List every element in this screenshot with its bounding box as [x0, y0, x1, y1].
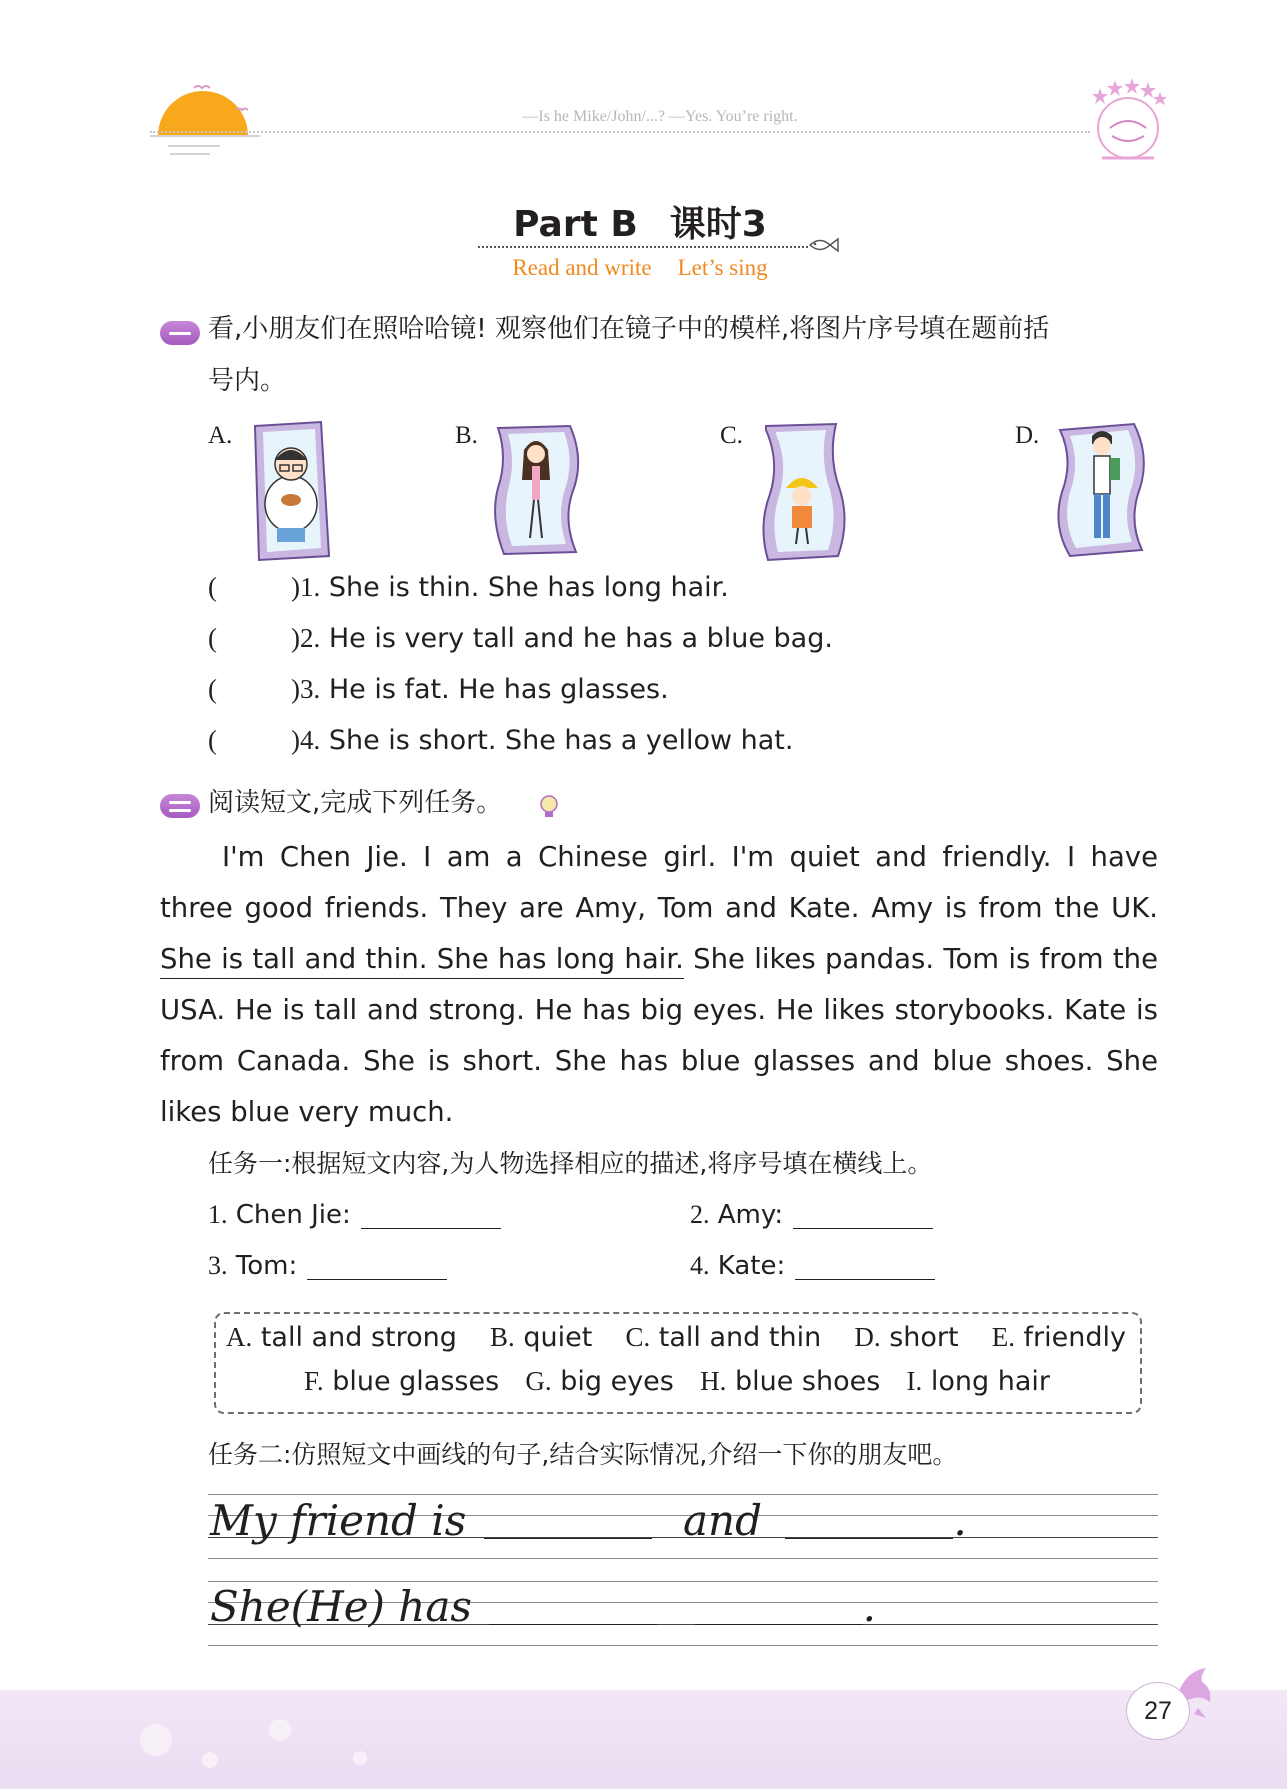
- option-c: C. tall and thin: [625, 1322, 822, 1353]
- writing-line-1: [210, 1496, 967, 1545]
- answer-paren-open: (: [208, 623, 217, 653]
- question-2: [208, 623, 833, 654]
- picture-label-b: B.: [455, 422, 478, 449]
- answer-paren-open: (: [208, 572, 217, 602]
- section-2-badge: [160, 794, 200, 818]
- fill-blank-chen-jie[interactable]: [361, 1228, 501, 1229]
- writing-line-1-start: My friend is: [210, 1496, 467, 1545]
- title-divider: [478, 246, 808, 248]
- question-text: She is short. She has a yellow hat.: [328, 725, 794, 756]
- page-number: 27: [1126, 1682, 1190, 1740]
- fill-item-number: 2.: [690, 1200, 710, 1229]
- fill-item-name: Amy:: [717, 1200, 784, 1230]
- picture-label-c: C.: [720, 422, 743, 449]
- fill-item-tom: [208, 1251, 447, 1281]
- header-divider: [150, 131, 1090, 133]
- writing-blank-1[interactable]: [484, 1538, 652, 1539]
- bulb-icon: [538, 794, 560, 820]
- header-caption: —Is he Mike/John/...? —Yes. You’re right.: [522, 108, 798, 125]
- option-f: F. blue glasses: [304, 1366, 500, 1397]
- answer-paren-open: (: [208, 674, 217, 704]
- fill-item-chen-jie: [208, 1200, 501, 1230]
- fill-item-kate: [690, 1251, 935, 1281]
- fill-item-name: Kate:: [717, 1251, 786, 1281]
- sunrise-icon: [150, 80, 260, 156]
- section-1-instruction-line1: 看,小朋友们在照哈哈镜! 观察他们在镜子中的模样,将图片序号填在题前括: [208, 314, 1050, 344]
- task-1-instruction: 任务一:根据短文内容,为人物选择相应的描述,将序号填在横线上。: [208, 1149, 933, 1178]
- option-i: I. long hair: [906, 1366, 1050, 1397]
- underlined-sentence: She is tall and thin. She has long hair.: [160, 943, 684, 979]
- writing-blank-3[interactable]: [489, 1624, 657, 1625]
- fill-item-number: 1.: [208, 1200, 228, 1229]
- answer-paren-open: (: [208, 725, 217, 755]
- section-2-instruction: 阅读短文,完成下列任务。: [208, 788, 503, 818]
- options-row-1: [226, 1322, 1126, 1353]
- fill-item-number: 3.: [208, 1251, 228, 1280]
- fill-item-number: 4.: [690, 1251, 710, 1280]
- section-1-badge: [160, 321, 200, 345]
- answer-paren-close: ): [291, 572, 300, 602]
- fish-icon: [806, 234, 842, 256]
- option-g: G. big eyes: [525, 1366, 674, 1397]
- passage-line-3-rest: She likes pandas. Tom is from the: [693, 943, 1158, 975]
- writing-line-2-start: She(He) has: [210, 1582, 472, 1631]
- option-d: D. short: [854, 1322, 959, 1353]
- fill-item-name: Tom:: [235, 1251, 298, 1281]
- writing-line-1-and: and: [682, 1496, 762, 1545]
- page-subtitle: [420, 255, 860, 281]
- subtitle-lets-sing: Let’s sing: [677, 255, 768, 280]
- fill-item-amy: [690, 1200, 933, 1230]
- question-number: 2.: [300, 623, 321, 653]
- writing-line-2: [210, 1582, 876, 1631]
- mirror-fat-boy-glasses: [247, 420, 335, 562]
- question-3: [208, 674, 669, 705]
- option-a: A. tall and strong: [226, 1322, 457, 1353]
- fill-blank-tom[interactable]: [307, 1279, 447, 1280]
- option-e: E. friendly: [991, 1322, 1126, 1353]
- options-row-2: [304, 1366, 1050, 1397]
- fill-item-name: Chen Jie:: [235, 1200, 351, 1230]
- section-1-instruction-line2: 号内。: [208, 366, 287, 396]
- mirror-thin-girl-long-hair: [492, 420, 582, 562]
- passage-line-5: from Canada. She is short. She has blue glasses and blue shoes. She: [160, 1045, 1158, 1077]
- writing-line-2-period: .: [862, 1582, 877, 1631]
- question-1: [208, 572, 729, 603]
- writing-line: [208, 1558, 1158, 1559]
- question-number: 3.: [300, 674, 321, 704]
- picture-label-d: D.: [1015, 422, 1040, 449]
- passage-line-4: USA. He is tall and strong. He has big eyes. He likes storybooks. Kate is: [160, 994, 1158, 1026]
- writing-blank-2[interactable]: [785, 1538, 953, 1539]
- writing-line: [208, 1645, 1158, 1646]
- crown-stars-logo: [1088, 76, 1168, 166]
- answer-paren-close: ): [291, 623, 300, 653]
- footer-bubble-decoration: [120, 1700, 420, 1780]
- question-number: 4.: [300, 725, 321, 755]
- title-lesson: 课时3: [669, 204, 767, 245]
- subtitle-read-write: Read and write: [512, 255, 652, 280]
- passage-line-6: likes blue very much.: [160, 1096, 454, 1128]
- mirror-short-girl-yellow-hat: [756, 420, 846, 562]
- option-b: B. quiet: [490, 1322, 593, 1353]
- passage-line-3: [160, 934, 1158, 986]
- fill-blank-kate[interactable]: [795, 1279, 935, 1280]
- answer-paren-close: ): [291, 674, 300, 704]
- fill-blank-amy[interactable]: [793, 1228, 933, 1229]
- question-number: 1.: [300, 572, 321, 602]
- task-2-instruction: 任务二:仿照短文中画线的句子,结合实际情况,介绍一下你的朋友吧。: [208, 1440, 958, 1469]
- question-text: She is thin. She has long hair.: [328, 572, 729, 603]
- passage-line-1: I'm Chen Jie. I am a Chinese girl. I'm quiet and friendly. I have: [222, 841, 1158, 873]
- page-title: [420, 196, 860, 247]
- writing-line-1-period: .: [953, 1496, 967, 1545]
- question-text: He is very tall and he has a blue bag.: [328, 623, 833, 654]
- passage-line-2: three good friends. They are Amy, Tom and Kate. Amy is from the UK.: [160, 892, 1158, 924]
- option-h: H. blue shoes: [700, 1366, 881, 1397]
- question-text: He is fat. He has glasses.: [328, 674, 669, 705]
- writing-line: [208, 1494, 1158, 1495]
- writing-blank-4[interactable]: [695, 1624, 863, 1625]
- picture-label-a: A.: [208, 422, 233, 449]
- question-4: [208, 725, 793, 756]
- mirror-tall-boy-blue-bag: [1056, 420, 1148, 562]
- title-part: Part B: [513, 204, 638, 245]
- answer-paren-close: ): [291, 725, 300, 755]
